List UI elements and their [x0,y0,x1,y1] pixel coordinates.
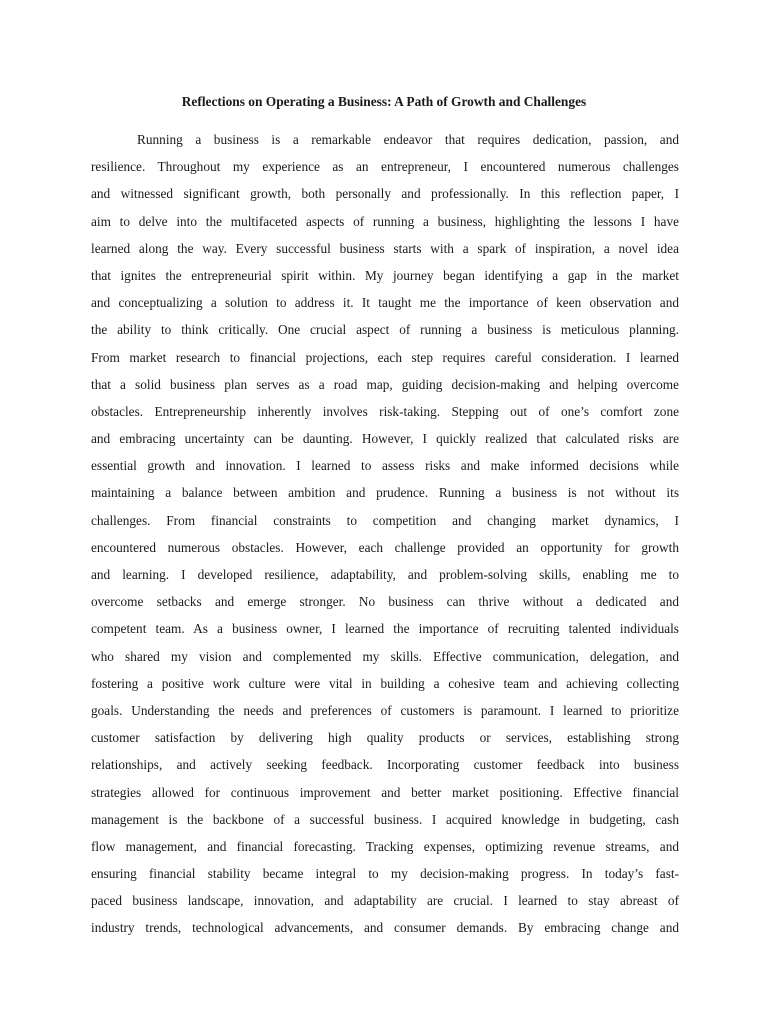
body-line: and witnessed significant growth, both personally and professionally. In this reflection paper, I [91,186,679,202]
body-line: strategies allowed for continuous improvement and better market positioning. Effective financial [91,784,679,800]
body-line: paced business landscape, innovation, and adaptability are crucial. I learned to stay abreast of [91,893,679,909]
body-line: the ability to think critically. One crucial aspect of running a business is meticulous planning. [91,322,679,338]
body-line: goals. Understanding the needs and preferences of customers is paramount. I learned to prioritize [91,702,679,718]
body-line: who shared my vision and complemented my skills. Effective communication, delegation, and [91,648,679,664]
body-line: maintaining a balance between ambition and prudence. Running a business is not without its [91,485,679,501]
body-line: relationships, and actively seeking feedback. Incorporating customer feedback into business [91,757,679,773]
body-line: customer satisfaction by delivering high quality products or services, establishing strong [91,730,679,746]
body-line: overcome setbacks and emerge stronger. No business can thrive without a dedicated and [91,594,679,610]
body-line: ensuring financial stability became integral to my decision-making progress. In today’s fast- [91,866,679,882]
body-line: and learning. I developed resilience, adaptability, and problem-solving skills, enabling me to [91,567,679,582]
body-line: that a solid business plan serves as a road map, guiding decision-making and helping overcome [91,376,679,392]
body-line: challenges. From financial constraints to competition and changing market dynamics, I [91,512,679,528]
body-line: essential growth and innovation. I learned to assess risks and make informed decisions while [91,458,679,474]
body-line: management is the backbone of a successful business. I acquired knowledge in budgeting, cash [91,811,679,827]
body-line: competent team. As a business owner, I learned the importance of recruiting talented individuals [91,621,679,637]
body-line: obstacles. Entrepreneurship inherently involves risk-taking. Stepping out of one’s comfort zone [91,403,679,419]
body-line: Running a business is a remarkable endeavor that requires dedication, passion, and [137,132,679,147]
document-body [91,126,679,942]
body-line: learned along the way. Every successful business starts with a spark of inspiration, a novel idea [91,240,679,256]
body-line: and embracing uncertainty can be daunting. However, I quickly realized that calculated risks are [91,431,679,447]
body-line: flow management, and financial forecasting. Tracking expenses, optimizing revenue streams, and [91,838,679,854]
body-line: fostering a positive work culture were vital in building a cohesive team and achieving collecting [91,675,679,691]
body-line: industry trends, technological advancements, and consumer demands. By embracing change and [91,920,679,936]
document-title: Reflections on Operating a Business: A Path of Growth and Challenges [181,94,587,109]
body-line: From market research to financial projections, each step requires careful consideration. I learned [91,349,679,365]
body-line: and conceptualizing a solution to address it. It taught me the importance of keen observation and [91,295,679,311]
body-line: aim to delve into the multifaceted aspects of running a business, highlighting the lessons I have [91,213,679,229]
body-line: encountered numerous obstacles. However, each challenge provided an opportunity for growth [91,539,679,555]
body-line: that ignites the entrepreneurial spirit within. My journey began identifying a gap in the market [91,267,679,283]
body-line: resilience. Throughout my experience as an entrepreneur, I encountered numerous challenges [91,159,679,175]
